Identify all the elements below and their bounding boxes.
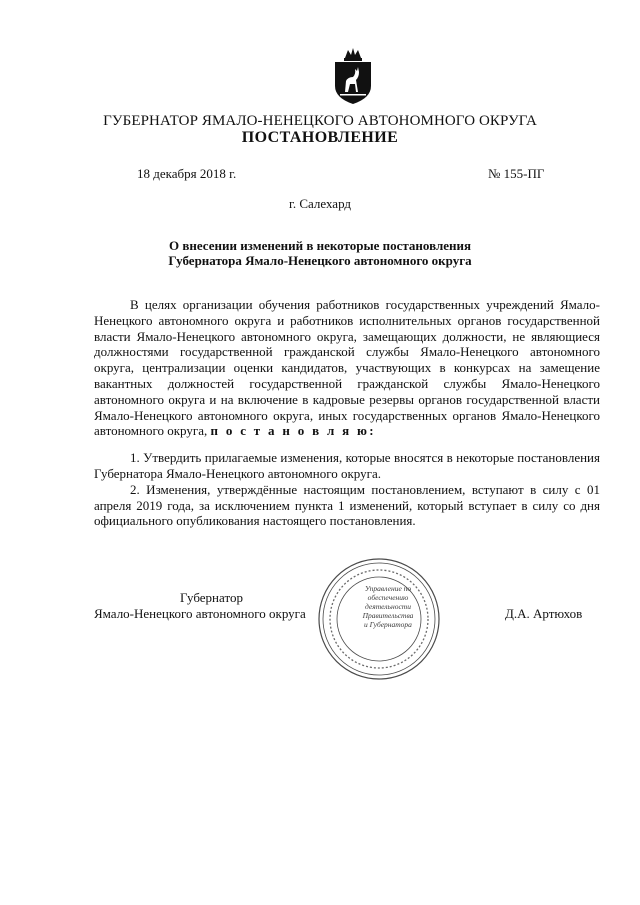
stamp-line: деятельности	[365, 602, 411, 611]
decree-city: г. Салехард	[288, 196, 352, 211]
governor-title: ГУБЕРНАТОР ЯМАЛО-НЕНЕЦКОГО АВТОНОМНОГО ОКРУГА	[103, 113, 537, 129]
decree-word: п о с т а н о в л я ю:	[210, 423, 376, 439]
stamp-line: Правительства	[362, 611, 414, 620]
item-2-paragraph: 2. Изменения, утверждённые настоящим постановлением, вступают в силу с 01 апреля 2019 года, за исключением пункта 1 изменений, который вступает в силу со дня официального опубликования настоящего постановления.	[94, 481, 600, 529]
decree-date: 18 декабря 2018 г.	[137, 166, 237, 181]
stamp-line: и Губернатора	[364, 620, 412, 629]
stamp-line: Управление по	[364, 584, 412, 593]
stamp-text	[352, 584, 424, 629]
signatory-role-line-1: Губернатор	[180, 590, 243, 605]
decree-body	[94, 297, 600, 529]
item-1-paragraph: 1. Утвердить прилагаемые изменения, которые вносятся в некоторые постановления Губернатора Ямало-Ненецкого автономного округа.	[94, 450, 600, 481]
stamp-line: обеспечению	[367, 593, 409, 602]
signatory-role	[94, 590, 344, 622]
yamal-coat-of-arms-icon	[331, 48, 375, 106]
signatory-name: Д.А. Артюхов	[505, 606, 583, 621]
signatory-role-line-2: Ямало-Ненецкого автономного округа	[94, 606, 306, 621]
preamble-text: В целях организации обучения работников государственных учреждений Ямало-Ненецкого автономного округа и работников исполнительных органов государственной власти Ямало-Ненецкого автономного округа, замещающих должности, не являющиеся должностями государственной гражданской службы Ямало-Ненецкого автономного округа, централизации оценки кандидатов, участвующих в конкурсах на замещение вакантных должностей государственной гражданской службы Ямало-Ненецкого автономного округа и на включение в кадровые резервы органов государственной власти Ямало-Ненецкого автономного округа, иных государственных органов Ямало-Ненецкого автономного округа,	[94, 297, 600, 439]
document-type-title: ПОСТАНОВЛЕНИЕ	[241, 129, 399, 146]
decree-subject	[0, 238, 640, 268]
decree-number: № 155-ПГ	[488, 166, 545, 181]
preamble-paragraph	[94, 297, 600, 439]
subject-line-2: Губернатора Ямало-Ненецкого автономного округа	[168, 253, 472, 268]
subject-line-1: О внесении изменений в некоторые постановления	[168, 238, 472, 253]
